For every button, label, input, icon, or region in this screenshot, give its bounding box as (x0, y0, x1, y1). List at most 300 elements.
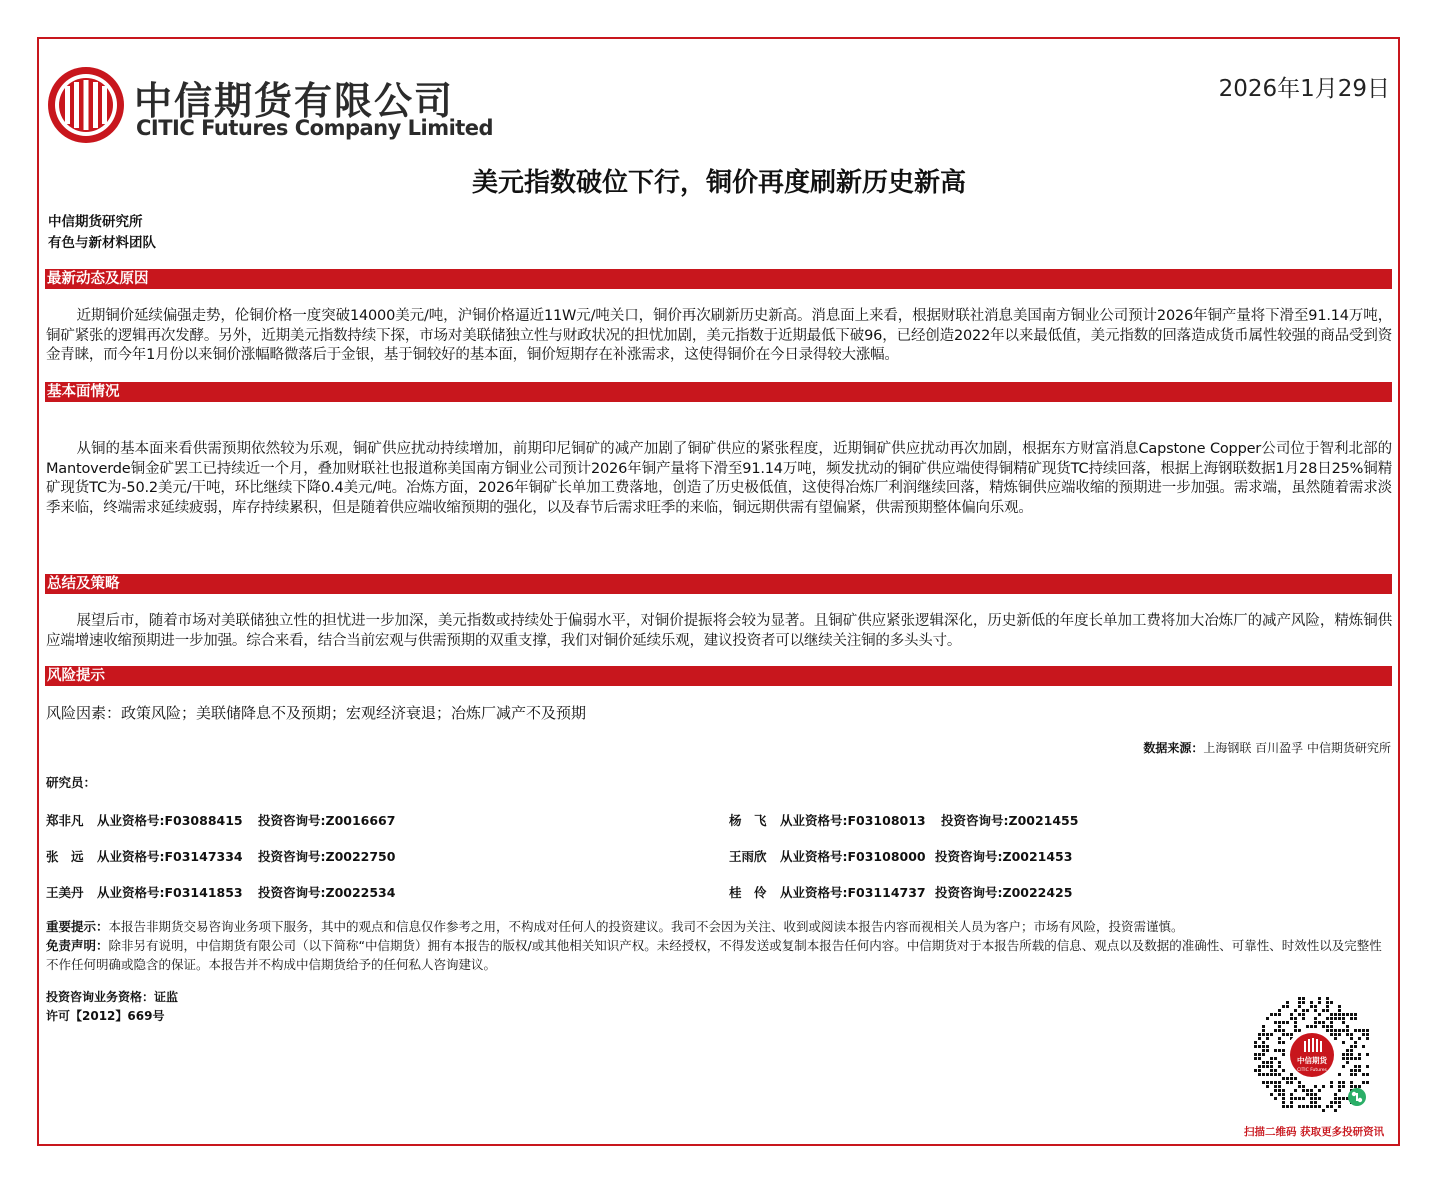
qr-module (1270, 1033, 1273, 1036)
qr-module (1262, 1025, 1265, 1028)
qr-module (1366, 1081, 1369, 1084)
qr-module (1278, 1081, 1281, 1084)
qr-module (1294, 1017, 1297, 1020)
qr-module (1326, 1105, 1329, 1108)
qr-module (1342, 1085, 1345, 1088)
qr-module (1282, 1101, 1285, 1104)
qr-module (1358, 1029, 1361, 1032)
qr-module (1346, 1033, 1349, 1036)
qr-module (1258, 1053, 1261, 1056)
data-source-text: 上海钢联 百川盈孚 中信期货研究所 (1203, 741, 1391, 755)
qr-module (1282, 1089, 1285, 1092)
qr-module (1270, 1013, 1273, 1016)
researcher-name: 王雨欣 (729, 849, 767, 864)
qr-module (1298, 1105, 1301, 1108)
qr-module (1290, 1073, 1293, 1076)
qr-module (1330, 1101, 1333, 1104)
qr-sub-label: CITIC Futures (1297, 1068, 1327, 1073)
important-notice-text: 本报告非期货交易咨询业务项下服务，其中的观点和信息仅作参考之用，不构成对任何人的投资建议。我司不会因为关注、收到或阅读本报告内容而视相关人员为客户；市场有风险，投资需谨慎。 (108, 919, 1184, 934)
qr-module (1290, 1081, 1293, 1084)
qr-center-label: 中信期货 (1297, 1056, 1327, 1065)
important-notice-label: 重要提示： (46, 919, 109, 934)
qr-module (1310, 1005, 1313, 1008)
qr-module (1350, 1013, 1353, 1016)
qr-module (1286, 1021, 1289, 1024)
qr-module (1350, 1033, 1353, 1036)
qr-module (1326, 1029, 1329, 1032)
disclaimer-label: 免责声明： (46, 938, 109, 953)
qr-module (1278, 1061, 1281, 1064)
qr-module (1258, 1073, 1261, 1076)
qr-module (1262, 1061, 1265, 1064)
qr-module (1262, 1073, 1265, 1076)
qr-module (1286, 1001, 1289, 1004)
qr-module (1346, 1049, 1349, 1052)
qr-module (1262, 1045, 1265, 1048)
qr-module (1282, 1049, 1285, 1052)
qr-module (1282, 1069, 1285, 1072)
qr-module (1362, 1045, 1365, 1048)
qr-module (1278, 1025, 1281, 1028)
qr-module (1274, 1089, 1277, 1092)
qr-module (1298, 1085, 1301, 1088)
qr-module (1282, 1033, 1285, 1036)
qr-module (1298, 1097, 1301, 1100)
qr-module (1322, 1009, 1325, 1012)
qr-module (1326, 1001, 1329, 1004)
qr-module (1322, 1025, 1325, 1028)
qr-module (1354, 1057, 1357, 1060)
qr-module (1362, 1073, 1365, 1076)
qr-module (1286, 1081, 1289, 1084)
qr-module (1350, 1057, 1353, 1060)
qr-module (1298, 1013, 1301, 1016)
qr-module (1350, 1081, 1353, 1084)
qr-module (1286, 1033, 1289, 1036)
qr-module (1326, 1009, 1329, 1012)
qr-module (1302, 1085, 1305, 1088)
data-source-label: 数据来源： (1143, 741, 1204, 755)
qr-module (1366, 1037, 1369, 1040)
qr-module (1338, 1005, 1341, 1008)
qr-module (1318, 1089, 1321, 1092)
qr-module (1270, 1093, 1273, 1096)
qr-module (1282, 1105, 1285, 1108)
section-heading-summary: 总结及策略 (45, 574, 1392, 594)
qr-module (1278, 1037, 1281, 1040)
qr-module (1318, 1001, 1321, 1004)
qr-module (1258, 1033, 1261, 1036)
qr-module (1314, 1097, 1317, 1100)
qr-module (1350, 1073, 1353, 1076)
qr-module (1278, 1021, 1281, 1024)
qr-module (1354, 1085, 1357, 1088)
qr-module (1354, 1029, 1357, 1032)
qr-module (1270, 1073, 1273, 1076)
team-name: 有色与新材料团队 (48, 235, 156, 251)
qr-module (1310, 1025, 1313, 1028)
qr-module (1342, 1081, 1345, 1084)
qr-module (1350, 1049, 1353, 1052)
qualification-block (46, 988, 178, 1026)
qr-module (1358, 1069, 1361, 1072)
qr-module (1290, 1077, 1293, 1080)
qr-module (1270, 1065, 1273, 1068)
qr-module (1278, 1085, 1281, 1088)
qr-module (1290, 1013, 1293, 1016)
qr-module (1302, 1097, 1305, 1100)
qr-module (1278, 1009, 1281, 1012)
qr-module (1362, 1029, 1365, 1032)
section-text-fundamentals: 从铜的基本面来看供需预期依然较为乐观，铜矿供应扰动持续增加，前期印尼铜矿的减产加剧了铜矿供应的紧张程度，近期铜矿供应扰动再次加剧，根据东方财富消息Capstone Copper公司位于智利北部的Mantoverde铜金矿罢工已持续近一个月，叠加财联社也报道称美国南方铜业公司预计2026年铜产量将下滑至91.14万吨，频发扰动的铜矿供应端使得铜精矿现货TC持续回落，根据上海钢联数据1月28日25%铜精矿现货TC为-50.2美元/干吨，环比继续下降0.4美元/吨。冶炼方面，2026年铜矿长单加工费落地，创造了历史极低值，这使得冶炼厂利润继续回落，精炼铜供应端收缩的预期进一步加强。需求端，虽然随着需求淡季来临，终端需求延续疲弱，库存持续累积，但是随着供应端收缩预期的强化，以及春节后需求旺季的来临，铜远期供需有望偏紧，供需预期整体偏向乐观。 (46, 441, 1392, 516)
qr-module (1338, 1085, 1341, 1088)
company-name-en: CITIC Futures Company Limited (136, 116, 494, 140)
qr-module (1330, 1001, 1333, 1004)
qr-module (1326, 1017, 1329, 1020)
qr-module (1314, 1093, 1317, 1096)
qr-module (1358, 1037, 1361, 1040)
qr-module (1266, 1045, 1269, 1048)
qr-module (1334, 1029, 1337, 1032)
qr-module (1366, 1053, 1369, 1056)
qr-module (1290, 1033, 1293, 1036)
qr-module (1274, 1049, 1277, 1052)
qr-module (1338, 1017, 1341, 1020)
qr-module (1294, 1009, 1297, 1012)
researcher-consult: 投资咨询号:Z0022425 (935, 885, 1073, 900)
qr-module (1330, 1025, 1333, 1028)
qr-module (1302, 997, 1305, 1000)
qr-module (1338, 1029, 1341, 1032)
qr-module (1286, 1077, 1289, 1080)
section-heading-risk: 风险提示 (45, 666, 1392, 686)
qr-module (1350, 1085, 1353, 1088)
qr-module (1314, 1021, 1317, 1024)
qr-module (1358, 1065, 1361, 1068)
qr-module (1282, 1093, 1285, 1096)
qr-module (1282, 1029, 1285, 1032)
qr-module (1334, 1101, 1337, 1104)
qr-module (1350, 1053, 1353, 1056)
qr-module (1278, 1013, 1281, 1016)
qr-module (1286, 1005, 1289, 1008)
qr-module (1314, 1101, 1317, 1104)
qr-module (1302, 1105, 1305, 1108)
qr-module (1342, 1057, 1345, 1060)
qr-module (1346, 1013, 1349, 1016)
qr-module (1338, 1105, 1341, 1108)
qr-module (1298, 1001, 1301, 1004)
qr-module (1290, 1101, 1293, 1104)
qr-module (1358, 1053, 1361, 1056)
qr-module (1278, 1029, 1281, 1032)
qr-module (1282, 1053, 1285, 1056)
qr-module (1282, 1097, 1285, 1100)
qr-module (1266, 1033, 1269, 1036)
qr-module (1306, 1009, 1309, 1012)
researcher-consult: 投资咨询号:Z0022534 (258, 885, 396, 900)
qr-module (1342, 1065, 1345, 1068)
qr-module (1294, 1021, 1297, 1024)
qr-module (1334, 1093, 1337, 1096)
qr-module (1362, 1081, 1365, 1084)
qr-module (1278, 1065, 1281, 1068)
qr-module (1310, 1001, 1313, 1004)
qr-module (1354, 1041, 1357, 1044)
data-source (1143, 739, 1391, 756)
researcher-qual: 从业资格号:F03088415 (97, 813, 243, 828)
qr-module (1254, 1069, 1257, 1072)
qr-module (1302, 1013, 1305, 1016)
qr-module (1314, 1025, 1317, 1028)
qr-module (1358, 1057, 1361, 1060)
qr-module (1278, 1049, 1281, 1052)
qr-module (1298, 1005, 1301, 1008)
qr-module (1338, 1097, 1341, 1100)
qr-module (1338, 1089, 1341, 1092)
researcher-qual: 从业资格号:F03108000 (780, 849, 926, 864)
qr-module (1282, 1077, 1285, 1080)
qr-module (1274, 1021, 1277, 1024)
qr-module (1346, 1061, 1349, 1064)
qr-module (1366, 1065, 1369, 1068)
qr-module (1330, 1029, 1333, 1032)
researcher-consult: 投资咨询号:Z0022750 (258, 849, 396, 864)
qr-module (1350, 1069, 1353, 1072)
qr-module (1362, 1033, 1365, 1036)
company-name-cn: 中信期货有限公司 (134, 78, 455, 123)
qr-module (1366, 1029, 1369, 1032)
qr-module (1258, 1065, 1261, 1068)
qr-module (1358, 1085, 1361, 1088)
qr-module (1306, 1093, 1309, 1096)
qr-module (1258, 1069, 1261, 1072)
qr-module (1330, 1085, 1333, 1088)
qr-module (1342, 1021, 1345, 1024)
qr-module (1294, 1097, 1297, 1100)
qr-module (1278, 1089, 1281, 1092)
qr-module (1310, 1101, 1313, 1104)
qr-module (1266, 1081, 1269, 1084)
qr-module (1330, 1021, 1333, 1024)
citic-logo-icon (47, 66, 125, 144)
qr-module (1318, 1105, 1321, 1108)
qr-module (1330, 1105, 1333, 1108)
institute-block (48, 212, 156, 254)
qr-module (1290, 1017, 1293, 1020)
qr-module (1330, 1017, 1333, 1020)
qr-module (1354, 1073, 1357, 1076)
qr-module (1258, 1045, 1261, 1048)
qr-module (1314, 1085, 1317, 1088)
qr-module (1354, 1045, 1357, 1048)
qr-module (1366, 1073, 1369, 1076)
qr-module (1290, 1105, 1293, 1108)
qr-module (1270, 1069, 1273, 1072)
qr-module (1346, 1029, 1349, 1032)
qr-module (1326, 1005, 1329, 1008)
qr-module (1334, 1033, 1337, 1036)
qr-module (1338, 1073, 1341, 1076)
qr-module (1318, 1021, 1321, 1024)
qr-module (1258, 1037, 1261, 1040)
qr-code-icon[interactable] (1250, 993, 1374, 1117)
qr-module (1262, 1029, 1265, 1032)
qr-module (1322, 1109, 1325, 1112)
qr-module (1330, 1013, 1333, 1016)
qr-module (1342, 1013, 1345, 1016)
qr-module (1262, 1033, 1265, 1036)
qr-module (1274, 1085, 1277, 1088)
qr-module (1266, 1065, 1269, 1068)
qr-module (1314, 1017, 1317, 1020)
qr-module (1274, 1073, 1277, 1076)
qualification-line: 投资咨询业务资格：证监 (46, 990, 179, 1004)
qr-module (1342, 1041, 1345, 1044)
qr-module (1334, 1037, 1337, 1040)
qr-module (1306, 1089, 1309, 1092)
qr-module (1274, 1097, 1277, 1100)
qr-module (1274, 1081, 1277, 1084)
researcher-qual: 从业资格号:F03147334 (97, 849, 243, 864)
qr-module (1354, 1017, 1357, 1020)
qr-module (1350, 1037, 1353, 1040)
qr-module (1266, 1049, 1269, 1052)
qr-module (1338, 1081, 1341, 1084)
qr-module (1354, 1069, 1357, 1072)
qr-module (1258, 1057, 1261, 1060)
qr-module (1298, 1029, 1301, 1032)
qr-module (1330, 1081, 1333, 1084)
researchers-label: 研究员： (46, 775, 97, 790)
qr-module (1354, 1013, 1357, 1016)
qr-module (1302, 1089, 1305, 1092)
qr-module (1270, 1057, 1273, 1060)
risk-text: 风险因素：政策风险；美联储降息不及预期；宏观经济衰退；冶炼厂减产不及预期 (46, 704, 587, 722)
qr-module (1278, 1093, 1281, 1096)
report-date: 2026年1月29日 (1218, 76, 1390, 102)
qr-module (1310, 1093, 1313, 1096)
qr-module (1282, 1041, 1285, 1044)
disclaimer (46, 937, 1392, 974)
qr-module (1266, 1037, 1269, 1040)
qr-module (1346, 1053, 1349, 1056)
qr-module (1274, 1029, 1277, 1032)
qr-module (1326, 1025, 1329, 1028)
qr-module (1338, 1101, 1341, 1104)
qr-module (1294, 1077, 1297, 1080)
qr-module (1342, 1017, 1345, 1020)
qr-module (1254, 1041, 1257, 1044)
qr-module (1282, 1021, 1285, 1024)
qr-module (1346, 1025, 1349, 1028)
qr-caption: 扫描二维码 获取更多投研资讯 (1244, 1126, 1385, 1138)
qr-module (1334, 1017, 1337, 1020)
section-heading-latest: 最新动态及原因 (45, 269, 1392, 289)
researcher-consult: 投资咨询号:Z0021455 (941, 813, 1079, 828)
qr-module (1314, 1105, 1317, 1108)
qr-module (1266, 1017, 1269, 1020)
qr-module (1266, 1061, 1269, 1064)
qr-module (1262, 1053, 1265, 1056)
researcher-consult: 投资咨询号:Z0021453 (935, 849, 1073, 864)
qr-module (1338, 1009, 1341, 1012)
qr-module (1306, 1025, 1309, 1028)
qr-module (1342, 1097, 1345, 1100)
qr-module (1254, 1057, 1257, 1060)
qr-module (1278, 1073, 1281, 1076)
qr-module (1294, 1089, 1297, 1092)
qr-module (1274, 1069, 1277, 1072)
qr-module (1342, 1053, 1345, 1056)
section-text-latest: 近期铜价延续偏强走势，伦铜价格一度突破14000美元/吨，沪铜价格逼近11W元/吨关口，铜价再次刷新历史新高。消息面上来看，根据财联社消息美国南方铜业公司预计2026年铜产量将下滑至91.14万吨，铜矿紧张的逻辑再次发酵。另外，近期美元指数持续下探，市场对美联储独立性与财政状况的担忧加剧，美元指数于近期最低下破96，已经创造2022年以来最低值，美元指数的回落造成货币属性较强的商品受到资金青睐，而今年1月份以来铜价涨幅略微落后于金银，基于铜较好的基本面，铜价短期存在补涨需求，这使得铜价在今日录得较大涨幅。 (46, 308, 1392, 363)
qr-module (1306, 1105, 1309, 1108)
qr-module (1278, 1041, 1281, 1044)
qr-module (1346, 1057, 1349, 1060)
qr-module (1322, 1021, 1325, 1024)
qr-module (1262, 1049, 1265, 1052)
important-notice (46, 918, 1392, 937)
researcher-name: 杨 飞 (729, 813, 767, 828)
qr-module (1334, 1097, 1337, 1100)
qr-module (1330, 1033, 1333, 1036)
qr-module (1298, 997, 1301, 1000)
qr-module (1366, 1033, 1369, 1036)
qr-module (1298, 1081, 1301, 1084)
qr-module (1342, 1029, 1345, 1032)
qr-module (1262, 1041, 1265, 1044)
qr-module (1262, 1081, 1265, 1084)
qr-module (1310, 1105, 1313, 1108)
qr-module (1314, 1005, 1317, 1008)
qr-module (1274, 1057, 1277, 1060)
qr-module (1294, 1025, 1297, 1028)
qr-module (1338, 1033, 1341, 1036)
qr-module (1334, 1013, 1337, 1016)
qr-module (1322, 1085, 1325, 1088)
researcher-qual: 从业资格号:F03114737 (780, 885, 926, 900)
qr-module (1266, 1073, 1269, 1076)
qr-module (1254, 1053, 1257, 1056)
researcher-name: 张 远 (46, 849, 84, 864)
qr-module (1318, 1013, 1321, 1016)
qr-module (1270, 1061, 1273, 1064)
qr-module (1294, 1029, 1297, 1032)
section-text-summary: 展望后市，随着市场对美联储独立性的担忧进一步加深，美元指数或持续处于偏弱水平，对铜价提振将会较为显著。且铜矿供应紧张逻辑深化，历史新低的年度长单加工费将加大冶炼厂的减产风险，精炼铜供应端增速收缩预期进一步加强。综合来看，结合当前宏观与供需预期的双重支撑，我们对铜价延续乐观，建议投资者可以继续关注铜的多头头寸。 (46, 613, 1392, 649)
qr-module (1338, 1013, 1341, 1016)
qr-module (1318, 997, 1321, 1000)
qr-module (1302, 1017, 1305, 1020)
qr-module (1310, 1097, 1313, 1100)
qr-module (1266, 1085, 1269, 1088)
qr-module (1286, 1105, 1289, 1108)
qr-module (1334, 1109, 1337, 1112)
qr-module (1270, 1081, 1273, 1084)
qr-module (1290, 1097, 1293, 1100)
qr-module (1302, 1009, 1305, 1012)
qr-module (1290, 1093, 1293, 1096)
researcher-name: 郑非凡 (46, 813, 84, 828)
license-line: 许可【2012】669号 (46, 1009, 165, 1023)
qr-module (1318, 1097, 1321, 1100)
qr-module (1350, 1045, 1353, 1048)
institute-name: 中信期货研究所 (48, 214, 143, 230)
qr-module (1274, 1013, 1277, 1016)
researcher-consult: 投资咨询号:Z0016667 (258, 813, 396, 828)
researcher-qual: 从业资格号:F03108013 (780, 813, 926, 828)
qr-module (1282, 1005, 1285, 1008)
qr-module (1350, 1017, 1353, 1020)
